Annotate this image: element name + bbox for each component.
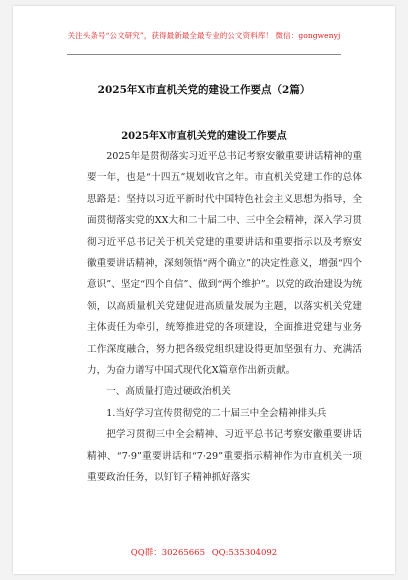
heading-level-1: 一、高质量打造过硬政治机关 <box>106 386 231 398</box>
section-title: 2025年X市直机关党的建设工作要点 <box>121 131 287 142</box>
promo-banner: 关注头条号“公文研究”，获得最新最全最专业的公文资料库！ 微信：gongwenyj <box>67 31 341 40</box>
heading-level-2: 1.当好学习宣传贯彻党的二十届三中全会精神排头兵 <box>106 407 327 419</box>
paragraph: 把学习贯彻三中全会精神、习近平总书记考察安徽重要讲话精神、“7·9”重要讲话和“7·29”重要指示精神作为市直机关一项重要政治任务，以钉钉子精神抓好落实 <box>87 429 362 484</box>
paragraph: 2025年是贯彻落实习近平总书记考察安徽重要讲话精神的重要一年，也是“十四五”规划收官之年。市直机关党建工作的总体思路是：坚持以习近平新时代中国特色社会主义思想为指导，全面贯彻落实党的XX大和二十届二中、三中全会精神，深入学习贯彻习近平总书记关于机关党建的重要讲话和重要指示以及考察安徽重要讲话精神，深刻领悟“两个确立”的决定性意义，增强“四个意识”、坚定“四个自信”、做到“两个维护”。以党的政治建设为统领，以高质量机关党建促进高质量发展为主题，以落实机关党建主体责任为牵引，统筹推进党的各项建设，全面推进党建与业务工作深度融合，努力把各级党组织建设得更加坚强有力、充满活力，为奋力谱写中国式现代化X篇章作出新贡献。 <box>87 151 362 377</box>
footer-contact: QQ群：30265665 QQ:535304092 <box>130 548 278 558</box>
document-title: 2025年X市直机关党的建设工作要点（2篇） <box>97 84 311 96</box>
document-body <box>87 146 362 489</box>
document-page <box>13 6 395 574</box>
header-divider <box>67 54 341 55</box>
